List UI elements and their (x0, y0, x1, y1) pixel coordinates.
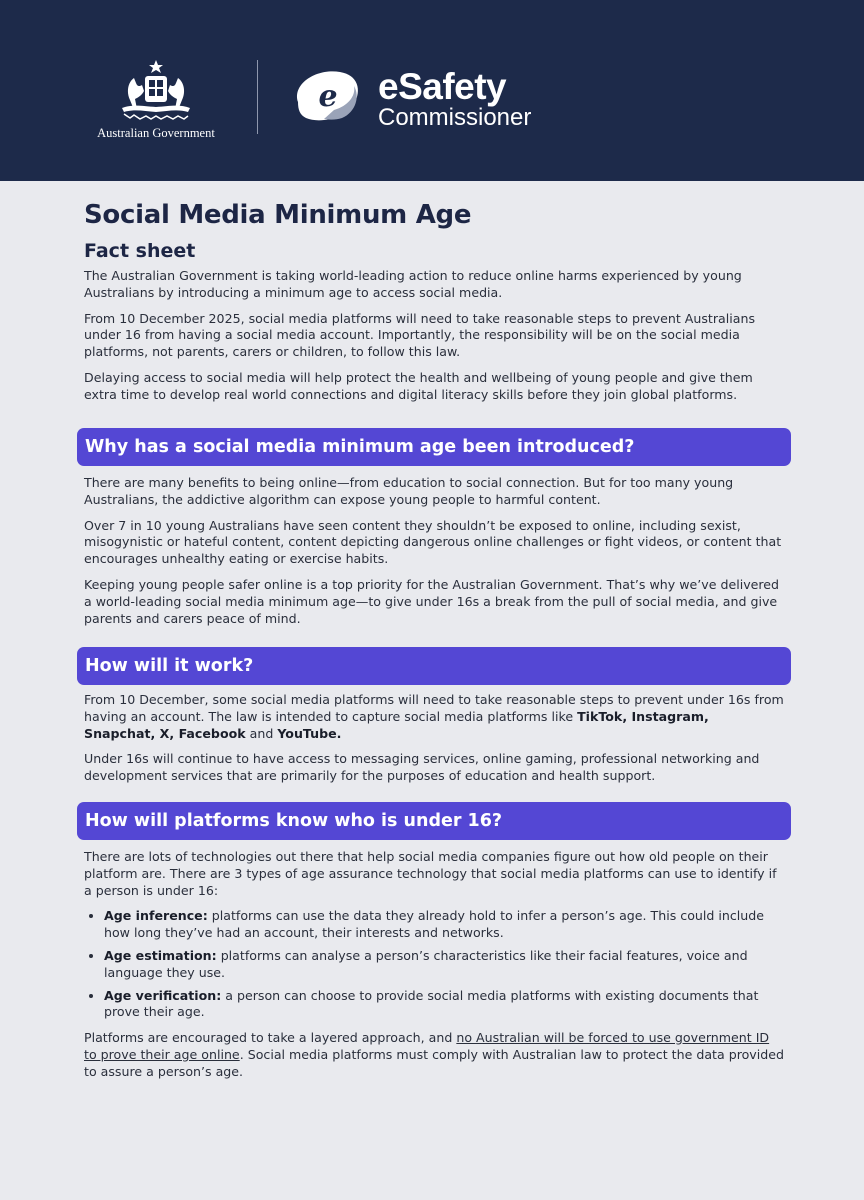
why-paragraph-2: Over 7 in 10 young Australians have seen content they shouldn’t be exposed to online, including sexist, misogynistic or hateful content, content depicting dangerous online challenges or fight videos, or content that encourages unhealthy eating or exercise habits. (84, 517, 782, 567)
know-paragraph-2-start: Platforms are encouraged to take a layered approach, and (84, 1030, 457, 1046)
section-heading-platforms-know: How will platforms know who is under 16? (77, 802, 791, 840)
government-name: Australian Government (97, 126, 215, 140)
intro-paragraph-3: Delaying access to social media will help protect the health and wellbeing of young people and give them extra time to develop real world connections and digital literacy skills before they join global platforms. (84, 369, 753, 402)
intro-paragraph-1: The Australian Government is taking world-leading action to reduce online harms experienced by young Australians by introducing a minimum age to access social media. (84, 268, 742, 300)
section-heading-how: How will it work? (77, 647, 791, 685)
bullet-text: platforms can analyse a person’s characteristics like their facial features, voice and language they use. (104, 947, 748, 980)
how-paragraph-1-text: From 10 December, some social media platforms will need to take reasonable steps to prevent under 16s from having an account. The law is intended to capture social media platforms like (84, 692, 784, 724)
page-title: Social Media Minimum Age (84, 200, 472, 230)
page-subtitle: Fact sheet (84, 240, 196, 262)
why-paragraph-3: Keeping young people safer online is a top priority for the Australian Government. That’s why we’ve delivered a world-leading social media minimum age—to give under 16s a break from the pull of social media, and give parents and carers peace of mind. (84, 576, 780, 626)
list-item (104, 948, 784, 982)
section-heading-why: Why has a social media minimum age been introduced? (77, 428, 791, 466)
section-why-body (84, 475, 784, 636)
separator: , (150, 725, 160, 741)
separator: , (704, 708, 709, 724)
bullet-term: Age verification: (104, 987, 222, 1003)
australian-government-logo (86, 58, 226, 141)
bullet-term: Age estimation: (104, 947, 217, 963)
platform-x: X (159, 725, 170, 741)
separator: and (245, 725, 278, 741)
know-paragraph-1: There are lots of technologies out there that help social media companies figure out how old people on their platform are. There are 3 types of age assurance technology that social media platforms can use to identify if a person is under 16: (84, 849, 777, 898)
logo-divider (257, 60, 258, 134)
how-paragraph-2: Under 16s will continue to have access to messaging services, online gaming, professional networking and development services that are primarily for the purposes of education and health support. (84, 751, 760, 784)
brand-name: eSafety (378, 66, 507, 107)
esafety-logo (290, 66, 362, 128)
intro-paragraph-2: From 10 December 2025, social media platforms will need to take reasonable steps to prevent Australians under 16 from having a social media account. Importantly, the responsibility will be on the social media platforms, not parents, carers or children, to follow this law. (84, 310, 756, 360)
know-paragraph-2 (84, 1030, 784, 1080)
page-header (0, 0, 864, 181)
bullet-text: a person can choose to provide social media platforms with existing documents that prove their age. (104, 987, 759, 1020)
esafety-swoosh-icon (290, 66, 362, 124)
platform-youtube: YouTube. (277, 725, 342, 741)
how-paragraph-1 (84, 692, 784, 742)
age-assurance-list (84, 908, 784, 1021)
bullet-term: Age inference: (104, 908, 208, 924)
coat-of-arms-icon (116, 58, 196, 120)
list-item (104, 988, 784, 1022)
brand-subtitle: Commissioner (378, 104, 532, 131)
why-paragraph-1: There are many benefits to being online—from education to social connection. But for too many young Australians, the addictive algorithm can expose young people to harmful content. (84, 475, 734, 507)
underlined-statement: no Australian will be forced to use government ID to prove their age online (84, 1030, 770, 1062)
bullet-text: platforms can use the data they already hold to infer a person’s age. This could include how long they’ve had an account, their interests and networks. (104, 908, 765, 941)
platform-instagram: Instagram (631, 708, 704, 724)
esafety-letter-e: e (318, 79, 338, 114)
intro-content (84, 200, 784, 413)
section-platforms-know-body (84, 849, 784, 1090)
know-paragraph-2-end: . Social media platforms must comply with Australian law to protect the data provided to assure a person’s age. (84, 1046, 784, 1079)
platform-tiktok: TikTok (577, 708, 623, 724)
list-item (104, 908, 784, 942)
separator: , (169, 725, 179, 741)
separator: , (622, 708, 632, 724)
platform-facebook: Facebook (178, 725, 246, 741)
platform-snapchat: Snapchat (84, 725, 151, 741)
section-how-body (84, 692, 784, 794)
